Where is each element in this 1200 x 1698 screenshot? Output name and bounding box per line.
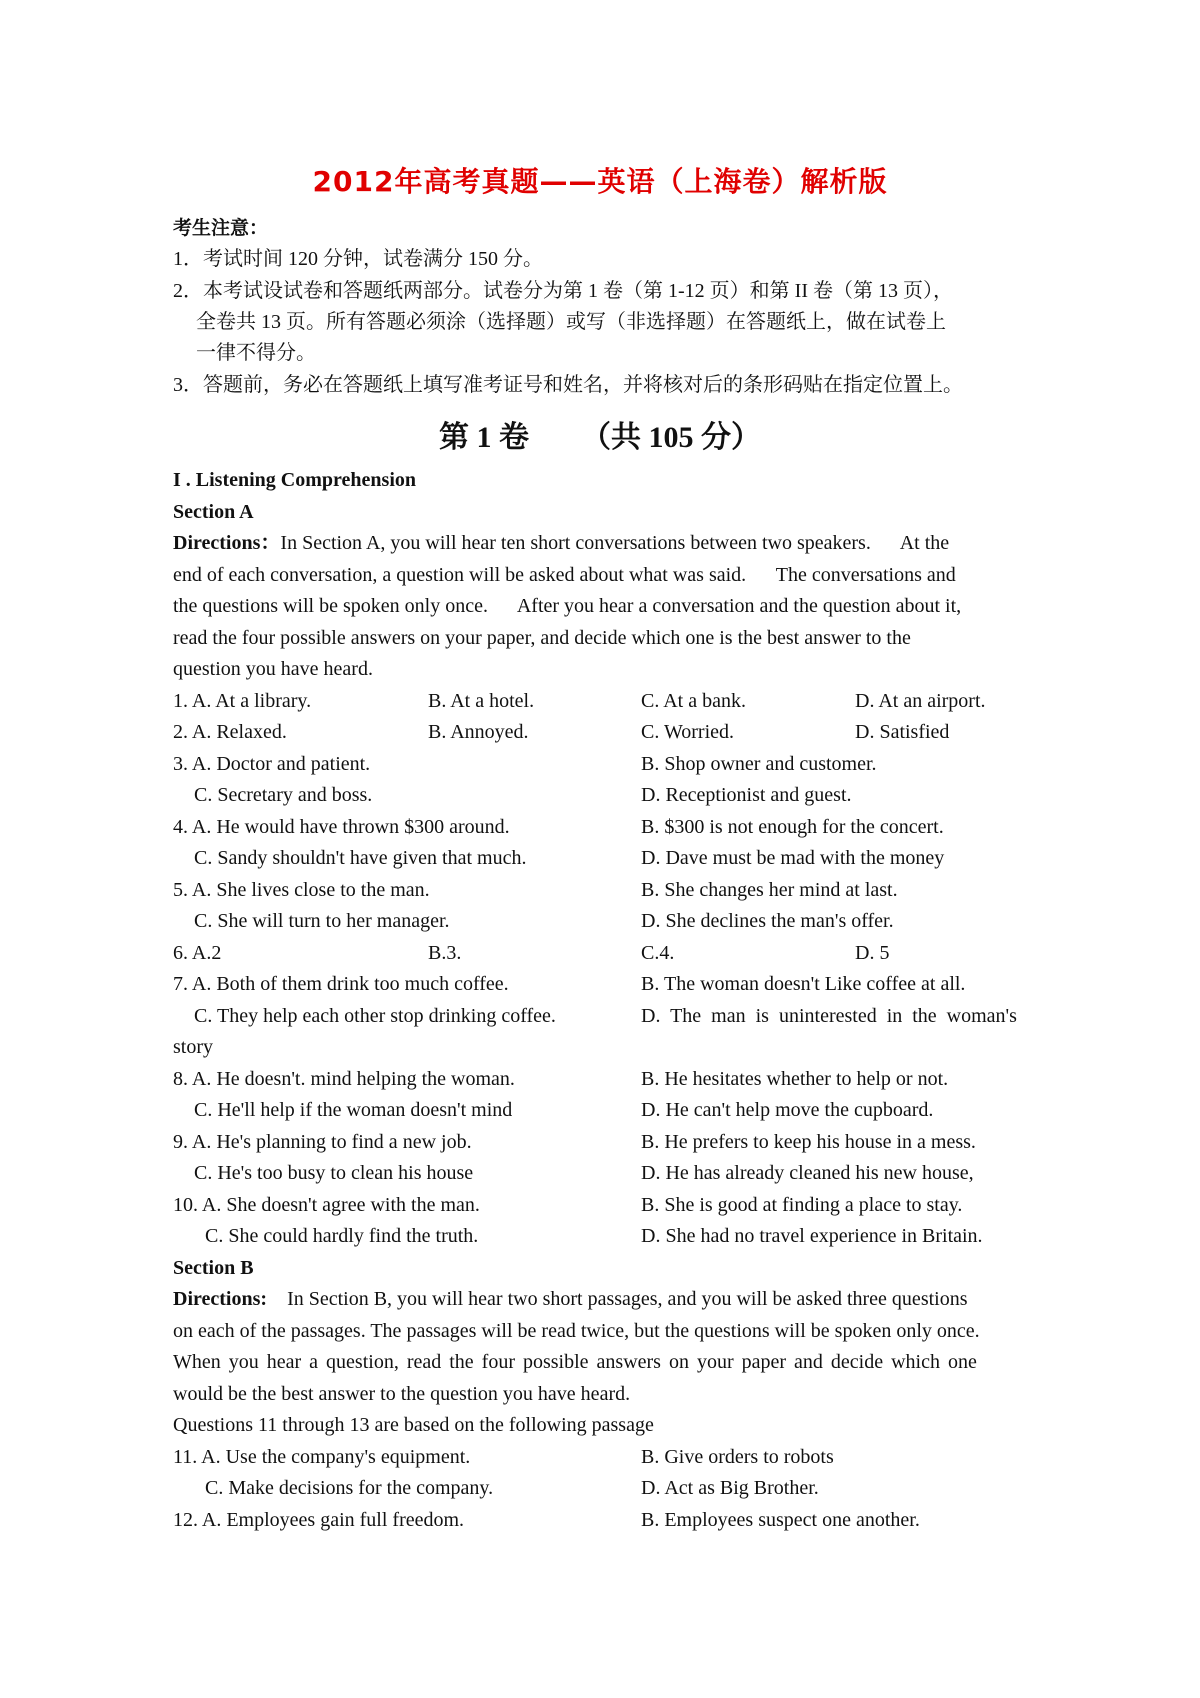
section-a-directions-3: the questions will be spoken only once. After you hear a conversation and the question about it, [173, 595, 962, 617]
directions-label: Directions: [173, 1288, 268, 1310]
section-b-directions-3: When you hear a question, read the four possible answers on your paper and decide which one [173, 1351, 977, 1373]
volume-heading [0, 412, 1200, 456]
q2-option-b: B. Annoyed. [428, 721, 529, 743]
q4-option-d: D. Dave must be mad with the money [641, 847, 945, 869]
notice-item-1: 1．考试时间 120 分钟，试卷满分 150 分。 [173, 248, 543, 270]
section-a-directions-2: end of each conversation, a question will be asked about what was said. The conversations and [173, 564, 956, 586]
volume-part: 第 1 卷 [439, 421, 529, 454]
part-heading: I . Listening Comprehension [173, 469, 417, 491]
q5-option-a: 5. A. She lives close to the man. [173, 879, 430, 901]
q7-option-b: B. The woman doesn't Like coffee at all. [641, 973, 966, 995]
notice-item-3: 3．答题前，务必在答题纸上填写准考证号和姓名，并将核对后的条形码贴在指定位置上。 [173, 374, 963, 396]
q2-option-a: 2. A. Relaxed. [173, 721, 287, 743]
notice-heading: 考生注意： [173, 217, 269, 239]
q11-option-c: C. Make decisions for the company. [205, 1477, 494, 1499]
q11-option-a: 11. A. Use the company's equipment. [173, 1446, 471, 1468]
q6-option-c: C.4. [641, 942, 675, 964]
q8-option-a: 8. A. He doesn't. mind helping the woman. [173, 1068, 515, 1090]
section-b-directions-2: on each of the passages. The passages will be read twice, but the questions will be spoken only once. [173, 1320, 980, 1342]
q1-option-d: D. At an airport. [855, 690, 986, 712]
q5-option-c: C. She will turn to her manager. [194, 910, 450, 932]
notice-item-2: 2．本考试设试卷和答题纸两部分。试卷分为第 1 卷（第 1-12 页）和第 II 卷（第 13 页）， [173, 280, 953, 302]
passage-intro: Questions 11 through 13 are based on the following passage [173, 1414, 654, 1436]
q2-option-c: C. Worried. [641, 721, 735, 743]
q3-option-b: B. Shop owner and customer. [641, 753, 877, 775]
q11-option-b: B. Give orders to robots [641, 1446, 834, 1468]
directions-text: In Section A, you will hear ten short conversations between two speakers. At the [280, 532, 950, 554]
q1-option-a: 1. A. At a library. [173, 690, 312, 712]
q6-option-a: 6. A.2 [173, 942, 222, 964]
q1-option-c: C. At a bank. [641, 690, 746, 712]
q2-option-d: D. Satisfied [855, 721, 950, 743]
q7-option-d: D. The man is uninterested in the woman's [641, 1005, 1017, 1027]
q8-option-d: D. He can't help move the cupboard. [641, 1099, 934, 1121]
q11-option-d: D. Act as Big Brother. [641, 1477, 819, 1499]
q10-option-a: 10. A. She doesn't agree with the man. [173, 1194, 480, 1216]
directions-text: In Section B, you will hear two short passages, and you will be asked three questions [287, 1288, 968, 1310]
q10-option-c: C. She could hardly find the truth. [205, 1225, 479, 1247]
q3-option-a: 3. A. Doctor and patient. [173, 753, 371, 775]
section-a-directions-1 [173, 531, 949, 555]
q3-option-c: C. Secretary and boss. [194, 784, 373, 806]
q7-option-a: 7. A. Both of them drink too much coffee. [173, 973, 509, 995]
q4-option-b: B. $300 is not enough for the concert. [641, 816, 944, 838]
document-title: 2012年高考真题——英语（上海卷）解析版 [312, 165, 888, 198]
section-a-directions-4: read the four possible answers on your paper, and decide which one is the best answer to the [173, 627, 911, 649]
section-b-directions-1 [173, 1287, 968, 1311]
q6-option-b: B.3. [428, 942, 462, 964]
section-a-heading: Section A [173, 501, 254, 523]
q1-option-b: B. At a hotel. [428, 690, 535, 712]
q12-option-b: B. Employees suspect one another. [641, 1509, 920, 1531]
notice-item-2-line-3: 一律不得分。 [196, 342, 316, 364]
q7-option-d-wrap: story [173, 1036, 213, 1058]
q7-option-c: C. They help each other stop drinking coffee. [194, 1005, 556, 1027]
q5-option-d: D. She declines the man's offer. [641, 910, 894, 932]
q9-option-b: B. He prefers to keep his house in a mess. [641, 1131, 976, 1153]
q5-option-b: B. She changes her mind at last. [641, 879, 898, 901]
notice-item-2-line-2: 全卷共 13 页。所有答题必须涂（选择题）或写（非选择题）在答题纸上，做在试卷上 [196, 311, 946, 333]
q9-option-d: D. He has already cleaned his new house, [641, 1162, 974, 1184]
section-a-directions-5: question you have heard. [173, 658, 373, 680]
q10-option-d: D. She had no travel experience in Britain. [641, 1225, 983, 1247]
q3-option-d: D. Receptionist and guest. [641, 784, 852, 806]
q10-option-b: B. She is good at finding a place to stay. [641, 1194, 963, 1216]
q12-option-a: 12. A. Employees gain full freedom. [173, 1509, 465, 1531]
q4-option-c: C. Sandy shouldn't have given that much. [194, 847, 527, 869]
section-b-heading: Section B [173, 1257, 254, 1279]
directions-label: Directions： [173, 532, 281, 554]
q8-option-b: B. He hesitates whether to help or not. [641, 1068, 949, 1090]
q8-option-c: C. He'll help if the woman doesn't mind [194, 1099, 513, 1121]
q9-option-c: C. He's too busy to clean his house [194, 1162, 474, 1184]
q4-option-a: 4. A. He would have thrown $300 around. [173, 816, 510, 838]
volume-score: （共 105 分） [581, 421, 761, 454]
q6-option-d: D. 5 [855, 942, 890, 964]
section-b-directions-4: would be the best answer to the question you have heard. [173, 1383, 631, 1405]
q9-option-a: 9. A. He's planning to find a new job. [173, 1131, 472, 1153]
